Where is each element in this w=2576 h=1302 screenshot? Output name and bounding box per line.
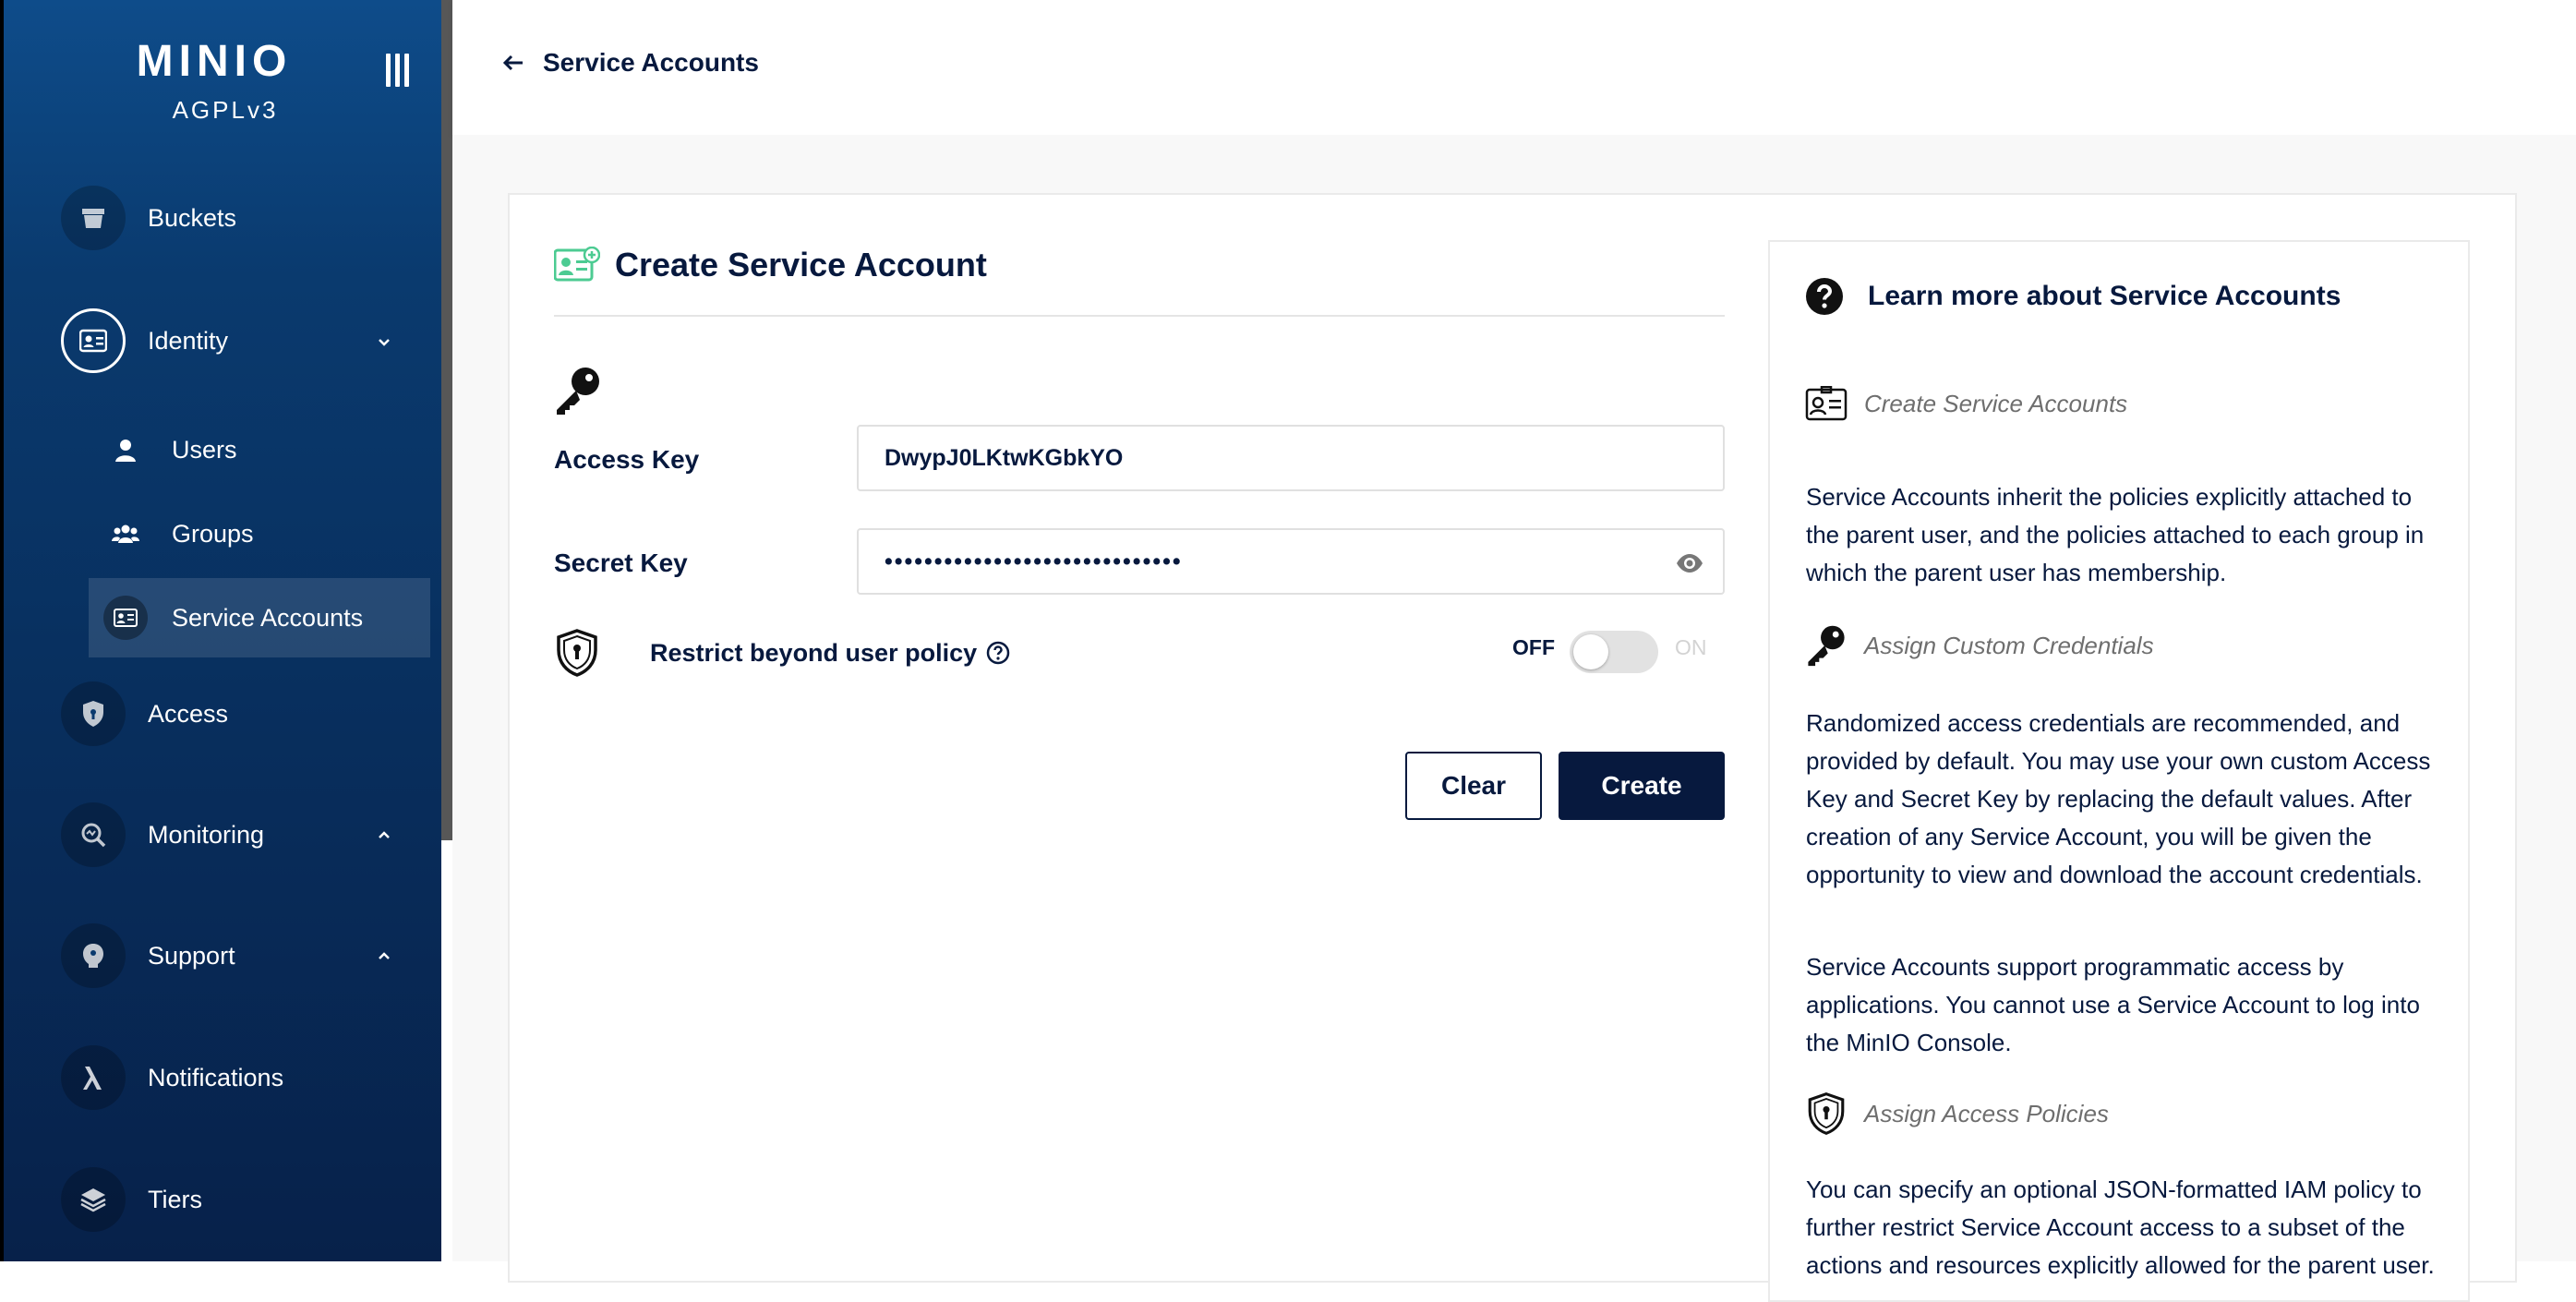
sidebar-item-label: Support bbox=[148, 941, 235, 970]
logo-text: MINIO bbox=[136, 37, 293, 86]
title-divider bbox=[554, 315, 1725, 317]
minio-logo[interactable] bbox=[122, 37, 307, 124]
collapse-menu-button[interactable] bbox=[386, 54, 417, 87]
sidebar-item-label: Identity bbox=[148, 326, 229, 355]
sidebar-scrollbar[interactable] bbox=[441, 0, 452, 840]
create-button[interactable]: Create bbox=[1559, 752, 1725, 820]
help-paragraph: Randomized access credentials are recommended, and provided by default. You may use your own custom Access Key and Secret Key by replacing the default values. After creation of any Service Account, you will be given the opportunity to view and download the account credentials. bbox=[1806, 709, 2431, 888]
question-circle-icon bbox=[1805, 277, 1844, 316]
help-section-heading bbox=[1805, 386, 2127, 421]
sidebar-item-tiers[interactable] bbox=[61, 1167, 202, 1232]
back-link[interactable] bbox=[502, 48, 759, 78]
sidebar-item-label: Tiers bbox=[148, 1185, 202, 1213]
help-circle-icon[interactable] bbox=[986, 641, 1010, 665]
help-title bbox=[1805, 277, 2341, 316]
help-paragraph: Service Accounts support programmatic access by applications. You cannot use a Service Account to log into the MinIO Console. bbox=[1806, 953, 2420, 1056]
service-account-icon bbox=[103, 596, 148, 640]
eye-icon[interactable] bbox=[1675, 549, 1704, 578]
sidebar-item-label: Buckets bbox=[148, 203, 237, 232]
key-icon bbox=[1805, 624, 1848, 667]
toggle-off-label: OFF bbox=[1512, 635, 1555, 659]
help-section-heading bbox=[1805, 1091, 2109, 1136]
secret-key-input[interactable] bbox=[857, 528, 1725, 595]
shield-icon bbox=[554, 628, 600, 678]
sidebar-item-service-accounts[interactable] bbox=[89, 578, 430, 657]
restrict-policy-row bbox=[554, 628, 1010, 678]
restrict-policy-label: Restrict beyond user policy bbox=[650, 638, 978, 667]
create-service-account-icon bbox=[554, 247, 600, 283]
chevron-up-icon[interactable] bbox=[373, 946, 395, 968]
sidebar-item-label: Access bbox=[148, 699, 229, 728]
restrict-policy-toggle[interactable] bbox=[1570, 631, 1658, 673]
support-icon bbox=[61, 923, 126, 988]
toggle-on-label: ON bbox=[1675, 635, 1707, 659]
sidebar-item-users[interactable] bbox=[89, 410, 430, 489]
key-icon bbox=[554, 366, 602, 416]
monitoring-icon bbox=[61, 802, 126, 867]
sidebar-item-access[interactable] bbox=[61, 681, 228, 746]
sidebar-item-label: Groups bbox=[172, 519, 254, 548]
secret-key-label: Secret Key bbox=[554, 549, 688, 577]
layers-icon bbox=[61, 1167, 126, 1232]
page-header bbox=[452, 0, 2576, 135]
form-title bbox=[554, 246, 987, 284]
chevron-up-icon[interactable] bbox=[373, 825, 395, 847]
help-paragraph: You can specify an optional JSON-formatted IAM policy to further restrict Service Account access to a subset of the actions and resources explicitly allowed for the parent user. bbox=[1806, 1175, 2435, 1279]
arrow-left-icon bbox=[502, 54, 524, 72]
sidebar-item-label: Monitoring bbox=[148, 820, 265, 849]
sidebar-item-groups[interactable] bbox=[89, 494, 430, 573]
help-section-heading-text: Create Service Accounts bbox=[1864, 389, 2128, 417]
sidebar-item-notifications[interactable] bbox=[61, 1045, 283, 1110]
sidebar-item-support[interactable] bbox=[61, 923, 235, 988]
help-section-heading-text: Assign Custom Credentials bbox=[1864, 631, 2154, 659]
bucket-icon bbox=[61, 186, 126, 250]
user-icon bbox=[103, 428, 148, 472]
help-paragraph: Service Accounts inherit the policies explicitly attached to the parent user, and the policies attached to each group in which the parent user has membership. bbox=[1806, 483, 2425, 586]
lambda-icon bbox=[61, 1045, 126, 1110]
sidebar-item-identity[interactable] bbox=[61, 308, 228, 373]
sidebar bbox=[0, 0, 441, 1261]
back-link-label: Service Accounts bbox=[543, 48, 759, 77]
sidebar-item-label: Notifications bbox=[148, 1063, 284, 1091]
clear-button[interactable]: Clear bbox=[1405, 752, 1542, 820]
help-section-heading-text: Assign Access Policies bbox=[1864, 1099, 2109, 1127]
license-label: AGPLv3 bbox=[172, 96, 279, 124]
sidebar-item-label: Service Accounts bbox=[172, 603, 364, 632]
shield-icon bbox=[1805, 1091, 1848, 1136]
group-icon bbox=[103, 512, 148, 556]
sidebar-item-label: Users bbox=[172, 435, 237, 464]
help-title-text: Learn more about Service Accounts bbox=[1868, 281, 2341, 311]
help-section-heading bbox=[1805, 624, 2154, 667]
sidebar-item-buckets[interactable] bbox=[61, 186, 236, 250]
toggle-knob bbox=[1573, 634, 1608, 669]
shield-lock-icon bbox=[61, 681, 126, 746]
sidebar-item-monitoring[interactable] bbox=[61, 802, 264, 867]
access-key-label: Access Key bbox=[554, 445, 700, 474]
chevron-down-icon[interactable] bbox=[373, 331, 395, 353]
access-key-input[interactable] bbox=[857, 425, 1725, 491]
id-card-icon bbox=[61, 308, 126, 373]
id-card-icon bbox=[1805, 386, 1848, 421]
page-title: Create Service Account bbox=[615, 246, 987, 283]
